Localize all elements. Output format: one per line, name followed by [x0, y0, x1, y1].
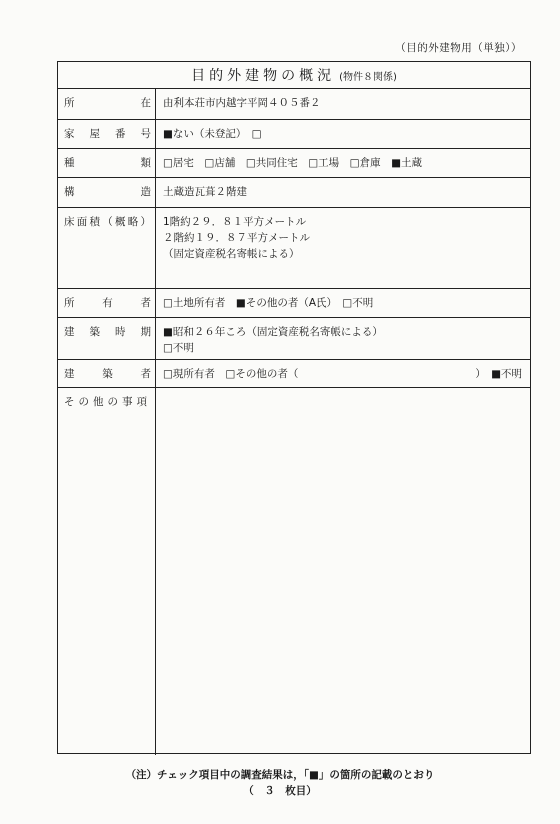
label-construction-period: 建 築 時 期	[58, 318, 156, 359]
value-other-matters	[156, 388, 530, 755]
row-location	[58, 89, 530, 120]
label-structure: 構 造	[58, 178, 156, 207]
row-structure	[58, 178, 530, 208]
label-owner: 所 有 者	[58, 289, 156, 317]
outline-form-table	[57, 61, 531, 754]
label-builder: 建 築 者	[58, 360, 156, 387]
table-subtitle: (物件８関係)	[339, 71, 397, 83]
label-type: 種 類	[58, 149, 156, 177]
value-floor-area: 1階約２９．８１平方メートル ２階約１９．８７平方メートル （固定資産税名寄帳による）	[163, 216, 310, 260]
value-location: 由利本荘市内越字平岡４０５番２	[163, 97, 321, 109]
value-house-number: ■ない（未登記） □	[163, 128, 262, 140]
page-number: （ ３ 枚目）	[243, 785, 317, 797]
label-house-number: 家 屋 番 号	[58, 120, 156, 148]
row-house-number	[58, 120, 530, 149]
row-other-matters	[58, 388, 530, 755]
form-type-label: （目的外建物用（単独））	[395, 42, 522, 54]
table-title-row	[58, 62, 530, 89]
label-other-matters: そ の 他 の 事 項	[58, 388, 156, 755]
value-type: □居宅 □店舗 □共同住宅 □工場 □倉庫 ■土蔵	[163, 157, 423, 169]
label-location: 所 在	[58, 89, 156, 119]
row-type	[58, 149, 530, 178]
value-owner: □土地所有者 ■その他の者（A氏） □不明	[163, 297, 374, 309]
row-construction-period	[58, 318, 530, 360]
value-builder: □現所有者 □その他の者（ ） ■不明	[163, 368, 522, 380]
row-floor-area	[58, 208, 530, 289]
value-builder-unknown: ） ■不明	[475, 368, 522, 380]
row-owner	[58, 289, 530, 318]
table-title: 目的外建物の概況	[191, 68, 336, 84]
footnote: （注）チェック項目中の調査結果は，「■」の箇所の記載のとおり	[125, 769, 435, 781]
value-structure: 土蔵造瓦葺２階建	[163, 186, 247, 198]
row-builder	[58, 360, 530, 388]
label-floor-area: 床 面 積 （ 概 略 ）	[58, 208, 156, 288]
value-construction-period: ■昭和２６年ころ（固定資産税名寄帳による） □不明	[163, 326, 383, 354]
